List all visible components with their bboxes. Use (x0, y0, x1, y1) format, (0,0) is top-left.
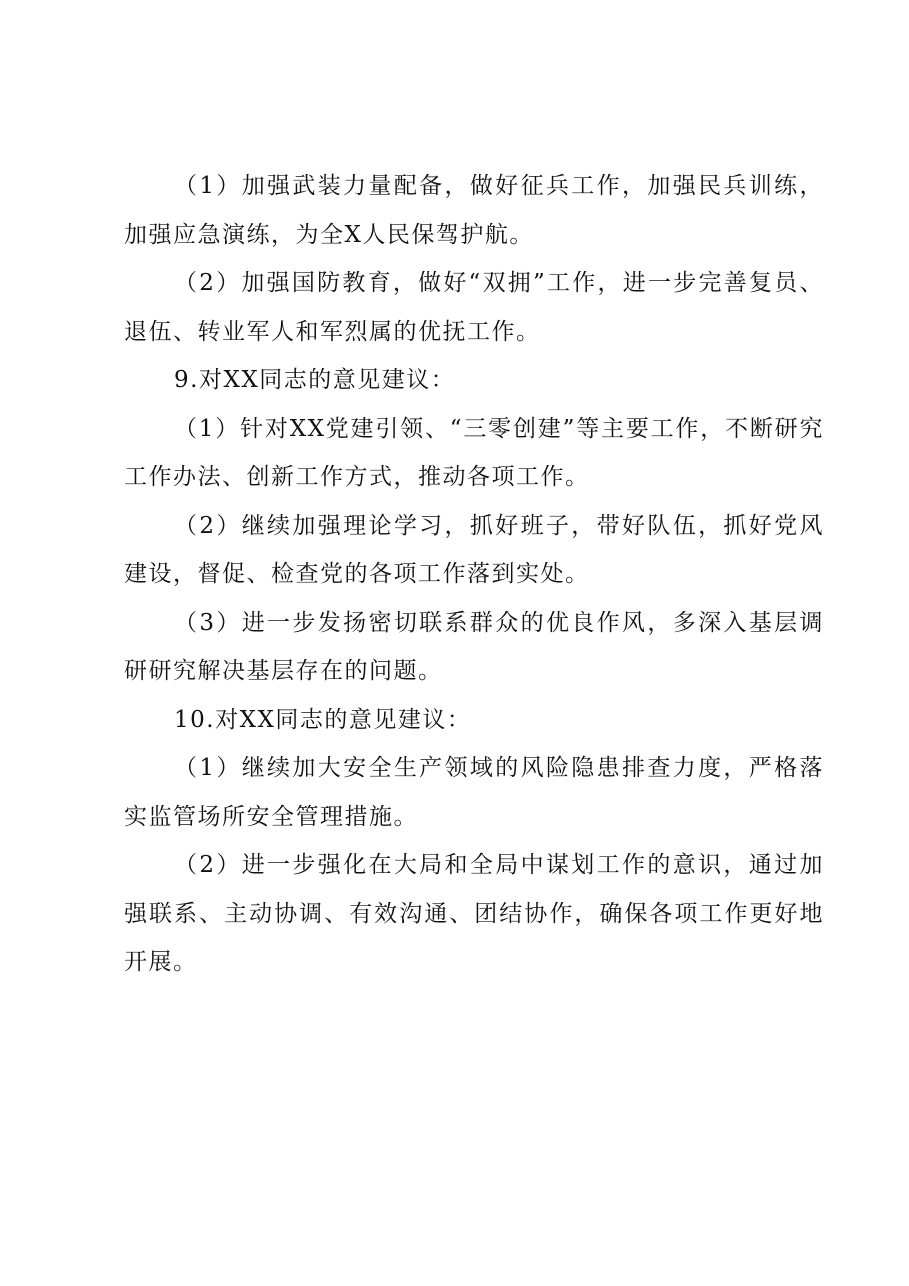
paragraph-item-9-1: （1）针对XX党建引领、“三零创建”等主要工作，不断研究工作办法、创新工作方式，推动各项工作。 (124, 415, 824, 490)
section-heading-9: 9.对XX同志的意见建议： (174, 367, 456, 393)
paragraph-item-9-2: （2）继续加强理论学习，抓好班子，带好队伍，抓好党风建设，督促、检查党的各项工作落到实处。 (124, 512, 824, 587)
paragraph-item-10-2: （2）进一步强化在大局和全局中谋划工作的意识，通过加强联系、主动协调、有效沟通、团结协作，确保各项工作更好地开展。 (124, 852, 824, 975)
paragraph-item-10-1: （1）继续加大安全生产领域的风险隐患排查力度，严格落实监管场所安全管理措施。 (124, 755, 824, 830)
paragraph-item-1-1: （1）加强武装力量配备，做好征兵工作，加强民兵训练，加强应急演练，为全X人民保驾护航。 (124, 173, 824, 248)
document-body (124, 162, 824, 987)
paragraph-item-1-2: （2）加强国防教育，做好“双拥”工作，进一步完善复员、退伍、转业军人和军烈属的优抚工作。 (124, 270, 824, 345)
paragraph-item-9-3: （3）进一步发扬密切联系群众的优良作风，多深入基层调研研究解决基层存在的问题。 (124, 609, 824, 684)
section-heading-10: 10.对XX同志的意见建议： (174, 706, 472, 733)
